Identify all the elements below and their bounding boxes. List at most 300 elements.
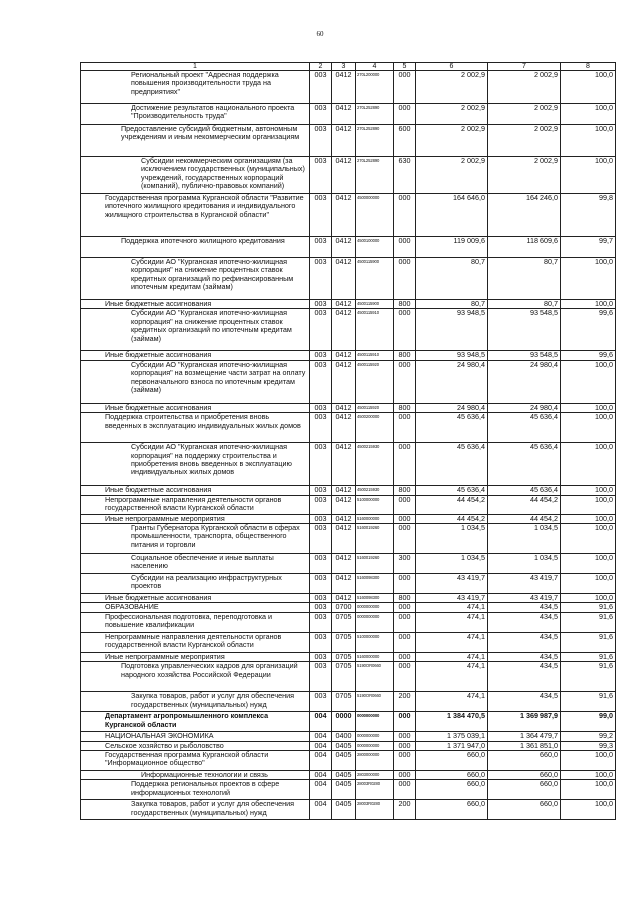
table-row: [81, 300, 616, 309]
grbs-code: 003: [310, 258, 332, 300]
expense-type-code: 000: [394, 574, 416, 594]
execution-percent: 100,0: [561, 125, 616, 157]
execution-percent: 91,6: [561, 692, 616, 712]
section-code: 0412: [332, 194, 356, 237]
execution-percent: 100,0: [561, 157, 616, 194]
grbs-code: 003: [310, 71, 332, 104]
execution-percent: 100,0: [561, 751, 616, 771]
target-article-code: 5190OR0660: [356, 692, 394, 712]
section-code: 0412: [332, 258, 356, 300]
target-article-code: 0000000000: [356, 603, 394, 612]
section-code: 0412: [332, 351, 356, 360]
target-article-code: 2800000000: [356, 751, 394, 771]
section-code: 0405: [332, 751, 356, 771]
column-header: 7: [488, 63, 561, 71]
execution-percent: 99,7: [561, 237, 616, 258]
grbs-code: 003: [310, 413, 332, 443]
row-name: Социальное обеспечение и иные выплаты населению: [81, 554, 310, 574]
target-article-code: 0000000000: [356, 712, 394, 732]
executed-amount: 660,0: [488, 751, 561, 771]
target-article-code: 0000000000: [356, 732, 394, 741]
grbs-code: 003: [310, 662, 332, 692]
target-article-code: 0000000000: [356, 741, 394, 750]
table-row: [81, 692, 616, 712]
execution-percent: 100,0: [561, 554, 616, 574]
expense-type-code: 000: [394, 514, 416, 523]
row-name: Иные бюджетные ассигнования: [81, 403, 310, 412]
expense-type-code: 800: [394, 594, 416, 603]
column-header: 2: [310, 63, 332, 71]
table-row: [81, 612, 616, 632]
budget-table: [80, 62, 616, 820]
section-code: 0412: [332, 524, 356, 554]
grbs-code: 003: [310, 632, 332, 652]
execution-percent: 100,0: [561, 413, 616, 443]
expense-type-code: 000: [394, 751, 416, 771]
executed-amount: 1 369 987,9: [488, 712, 561, 732]
executed-amount: 2 002,9: [488, 104, 561, 125]
section-code: 0412: [332, 237, 356, 258]
execution-percent: 100,0: [561, 771, 616, 780]
grbs-code: 004: [310, 771, 332, 780]
section-code: 0412: [332, 157, 356, 194]
execution-percent: 100,0: [561, 258, 616, 300]
column-header: 1: [81, 63, 310, 71]
row-name: Информационные технологии и связь: [81, 771, 310, 780]
row-name: Поддержка ипотечного жилищного кредитования: [81, 237, 310, 258]
execution-percent: 91,6: [561, 662, 616, 692]
execution-percent: 100,0: [561, 360, 616, 403]
planned-amount: 43 419,7: [416, 594, 488, 603]
executed-amount: 434,5: [488, 612, 561, 632]
executed-amount: 93 548,5: [488, 309, 561, 351]
executed-amount: 43 419,7: [488, 594, 561, 603]
target-article-code: 270L252890: [356, 157, 394, 194]
expense-type-code: 000: [394, 662, 416, 692]
expense-type-code: 800: [394, 486, 416, 495]
section-code: 0412: [332, 594, 356, 603]
execution-percent: 99,0: [561, 712, 616, 732]
expense-type-code: 000: [394, 632, 416, 652]
section-code: 0705: [332, 652, 356, 661]
planned-amount: 1 034,5: [416, 554, 488, 574]
table-row: [81, 594, 616, 603]
planned-amount: 93 948,5: [416, 351, 488, 360]
target-article-code: 270L252890: [356, 125, 394, 157]
expense-type-code: 000: [394, 104, 416, 125]
expense-type-code: 000: [394, 71, 416, 104]
grbs-code: 003: [310, 360, 332, 403]
expense-type-code: 000: [394, 524, 416, 554]
grbs-code: 004: [310, 800, 332, 820]
section-code: 0705: [332, 612, 356, 632]
table-row: [81, 800, 616, 820]
executed-amount: 434,5: [488, 662, 561, 692]
section-code: 0412: [332, 300, 356, 309]
section-code: 0412: [332, 71, 356, 104]
executed-amount: 434,5: [488, 652, 561, 661]
execution-percent: 100,0: [561, 486, 616, 495]
planned-amount: 44 454,2: [416, 495, 488, 514]
planned-amount: 2 002,9: [416, 104, 488, 125]
section-code: 0412: [332, 360, 356, 403]
section-code: 0412: [332, 104, 356, 125]
grbs-code: 003: [310, 351, 332, 360]
target-article-code: 5100000000: [356, 632, 394, 652]
table-row: [81, 258, 616, 300]
column-header: 6: [416, 63, 488, 71]
row-name: Иные непрограммные мероприятия: [81, 652, 310, 661]
table-row: [81, 71, 616, 104]
row-name: Субсидии АО "Курганская ипотечно-жилищная корпорация" на снижение процентных ставок кредитных организаций по рефинансированным ипотечным кредитам (займам): [81, 258, 310, 300]
planned-amount: 1 384 470,5: [416, 712, 488, 732]
execution-percent: 99,6: [561, 309, 616, 351]
section-code: 0705: [332, 632, 356, 652]
planned-amount: 24 980,4: [416, 403, 488, 412]
grbs-code: 003: [310, 554, 332, 574]
planned-amount: 474,1: [416, 652, 488, 661]
executed-amount: 118 609,6: [488, 237, 561, 258]
execution-percent: 100,0: [561, 574, 616, 594]
planned-amount: 474,1: [416, 632, 488, 652]
table-row: [81, 309, 616, 351]
execution-percent: 100,0: [561, 800, 616, 820]
grbs-code: 003: [310, 495, 332, 514]
planned-amount: 45 636,4: [416, 443, 488, 486]
row-name: Гранты Губернатора Курганской области в сферах промышленности, транспорта, общественного питания и торговли: [81, 524, 310, 554]
target-article-code: 4500100000: [356, 237, 394, 258]
execution-percent: 100,0: [561, 524, 616, 554]
target-article-code: 4500215930: [356, 486, 394, 495]
planned-amount: 474,1: [416, 692, 488, 712]
planned-amount: 43 419,7: [416, 574, 488, 594]
grbs-code: 003: [310, 300, 332, 309]
column-header: 3: [332, 63, 356, 71]
target-article-code: 4500115910: [356, 309, 394, 351]
expense-type-code: 800: [394, 351, 416, 360]
table-row: [81, 125, 616, 157]
expense-type-code: 300: [394, 554, 416, 574]
section-code: 0412: [332, 125, 356, 157]
grbs-code: 003: [310, 104, 332, 125]
execution-percent: 100,0: [561, 443, 616, 486]
planned-amount: 164 646,0: [416, 194, 488, 237]
execution-percent: 99,2: [561, 732, 616, 741]
target-article-code: 5160098300: [356, 594, 394, 603]
row-name: Поддержка строительства и приобретения вновь введенных в эксплуатацию индивидуальных жилых домов: [81, 413, 310, 443]
planned-amount: 2 002,9: [416, 71, 488, 104]
executed-amount: 24 980,4: [488, 360, 561, 403]
expense-type-code: 800: [394, 403, 416, 412]
executed-amount: 45 636,4: [488, 486, 561, 495]
executed-amount: 2 002,9: [488, 71, 561, 104]
target-article-code: 5190OR0660: [356, 662, 394, 692]
section-code: 0000: [332, 712, 356, 732]
expense-type-code: 000: [394, 771, 416, 780]
section-code: 0705: [332, 662, 356, 692]
grbs-code: 004: [310, 751, 332, 771]
row-name: Поддержка региональных проектов в сфере информационных технологий: [81, 780, 310, 800]
expense-type-code: 000: [394, 309, 416, 351]
row-name: Иные бюджетные ассигнования: [81, 486, 310, 495]
executed-amount: 24 980,4: [488, 403, 561, 412]
execution-percent: 100,0: [561, 300, 616, 309]
expense-type-code: 000: [394, 603, 416, 612]
grbs-code: 003: [310, 194, 332, 237]
table-row: [81, 603, 616, 612]
expense-type-code: 000: [394, 194, 416, 237]
expense-type-code: 000: [394, 652, 416, 661]
planned-amount: 80,7: [416, 300, 488, 309]
planned-amount: 660,0: [416, 771, 488, 780]
row-name: Субсидии АО "Курганская ипотечно-жилищная корпорация" на возмещение части затрат на оплату первоначального взноса по ипотечным кредитам (займам): [81, 360, 310, 403]
grbs-code: 003: [310, 524, 332, 554]
table-row: [81, 413, 616, 443]
table-row: [81, 632, 616, 652]
executed-amount: 80,7: [488, 258, 561, 300]
planned-amount: 660,0: [416, 751, 488, 771]
table-row: [81, 443, 616, 486]
execution-percent: 91,6: [561, 603, 616, 612]
grbs-code: 004: [310, 732, 332, 741]
planned-amount: 44 454,2: [416, 514, 488, 523]
expense-type-code: 000: [394, 495, 416, 514]
table-row: [81, 780, 616, 800]
target-article-code: 2803000000: [356, 771, 394, 780]
execution-percent: 91,6: [561, 612, 616, 632]
column-number-row: [81, 63, 616, 71]
grbs-code: 004: [310, 712, 332, 732]
table-row: [81, 360, 616, 403]
grbs-code: 004: [310, 741, 332, 750]
section-code: 0412: [332, 403, 356, 412]
expense-type-code: 000: [394, 237, 416, 258]
target-article-code: 4500115900: [356, 300, 394, 309]
target-article-code: 270L252890: [356, 104, 394, 125]
row-name: Иные бюджетные ассигнования: [81, 594, 310, 603]
planned-amount: 474,1: [416, 603, 488, 612]
grbs-code: 003: [310, 692, 332, 712]
target-article-code: 5160019260: [356, 524, 394, 554]
section-code: 0405: [332, 741, 356, 750]
table-row: [81, 157, 616, 194]
column-header: 5: [394, 63, 416, 71]
row-name: Подготовка управленческих кадров для организаций народного хозяйства Российской Федерации: [81, 662, 310, 692]
execution-percent: 99,3: [561, 741, 616, 750]
execution-percent: 100,0: [561, 71, 616, 104]
expense-type-code: 000: [394, 258, 416, 300]
executed-amount: 434,5: [488, 692, 561, 712]
target-article-code: 4500115910: [356, 351, 394, 360]
row-name: Предоставление субсидий бюджетным, автономным учреждениям и иным некоммерческим организациям: [81, 125, 310, 157]
row-name: НАЦИОНАЛЬНАЯ ЭКОНОМИКА: [81, 732, 310, 741]
grbs-code: 003: [310, 486, 332, 495]
section-code: 0405: [332, 780, 356, 800]
planned-amount: 93 948,5: [416, 309, 488, 351]
row-name: Государственная программа Курганской области "Развитие ипотечного жилищного кредитования и индивидуального жилищного строительства в Курганской области": [81, 194, 310, 237]
execution-percent: 100,0: [561, 403, 616, 412]
row-name: Иные непрограммные мероприятия: [81, 514, 310, 523]
table-row: [81, 524, 616, 554]
section-code: 0412: [332, 495, 356, 514]
section-code: 0412: [332, 486, 356, 495]
planned-amount: 45 636,4: [416, 413, 488, 443]
section-code: 0412: [332, 554, 356, 574]
grbs-code: 003: [310, 603, 332, 612]
executed-amount: 44 454,2: [488, 514, 561, 523]
target-article-code: 5160098300: [356, 574, 394, 594]
executed-amount: 660,0: [488, 780, 561, 800]
table-row: [81, 652, 616, 661]
executed-amount: 45 636,4: [488, 443, 561, 486]
page-number: 60: [316, 30, 324, 38]
expense-type-code: 000: [394, 360, 416, 403]
executed-amount: 44 454,2: [488, 495, 561, 514]
grbs-code: 003: [310, 125, 332, 157]
executed-amount: 434,5: [488, 603, 561, 612]
executed-amount: 43 419,7: [488, 574, 561, 594]
section-code: 0400: [332, 732, 356, 741]
grbs-code: 003: [310, 403, 332, 412]
expense-type-code: 000: [394, 712, 416, 732]
executed-amount: 434,5: [488, 632, 561, 652]
grbs-code: 003: [310, 514, 332, 523]
planned-amount: 1 375 039,1: [416, 732, 488, 741]
target-article-code: 4500115900: [356, 258, 394, 300]
execution-percent: 100,0: [561, 104, 616, 125]
expense-type-code: 800: [394, 300, 416, 309]
target-article-code: 4500200000: [356, 413, 394, 443]
table-row: [81, 194, 616, 237]
target-article-code: 5100000000: [356, 495, 394, 514]
executed-amount: 2 002,9: [488, 157, 561, 194]
row-name: ОБРАЗОВАНИЕ: [81, 603, 310, 612]
planned-amount: 24 980,4: [416, 360, 488, 403]
table-row: [81, 751, 616, 771]
row-name: Государственная программа Курганской области "Информационное общество": [81, 751, 310, 771]
grbs-code: 003: [310, 237, 332, 258]
table-row: [81, 351, 616, 360]
expense-type-code: 000: [394, 413, 416, 443]
target-article-code: 0000000000: [356, 612, 394, 632]
table-row: [81, 237, 616, 258]
execution-percent: 91,6: [561, 632, 616, 652]
grbs-code: 003: [310, 574, 332, 594]
expense-type-code: 200: [394, 800, 416, 820]
grbs-code: 003: [310, 443, 332, 486]
row-name: Закупка товаров, работ и услуг для обеспечения государственных (муниципальных) нужд: [81, 800, 310, 820]
row-name: Закупка товаров, работ и услуг для обеспечения государственных (муниципальных) нужд: [81, 692, 310, 712]
table-row: [81, 712, 616, 732]
row-name: Иные бюджетные ассигнования: [81, 351, 310, 360]
section-code: 0405: [332, 800, 356, 820]
execution-percent: 91,6: [561, 652, 616, 661]
target-article-code: 5160019260: [356, 554, 394, 574]
planned-amount: 660,0: [416, 800, 488, 820]
grbs-code: 003: [310, 309, 332, 351]
section-code: 0405: [332, 771, 356, 780]
execution-percent: 100,0: [561, 780, 616, 800]
execution-percent: 100,0: [561, 495, 616, 514]
row-name: Субсидии АО "Курганская ипотечно-жилищная корпорация" на снижение процентных ставок кредитных организаций по ипотечным кредитам (займам): [81, 309, 310, 351]
planned-amount: 660,0: [416, 780, 488, 800]
section-code: 0705: [332, 692, 356, 712]
table-row: [81, 403, 616, 412]
expense-type-code: 000: [394, 780, 416, 800]
expense-type-code: 000: [394, 612, 416, 632]
table-row: [81, 741, 616, 750]
row-name: Непрограммные направления деятельности органов государственной власти Курганской области: [81, 495, 310, 514]
grbs-code: 003: [310, 594, 332, 603]
target-article-code: 5160000000: [356, 652, 394, 661]
expense-type-code: 000: [394, 732, 416, 741]
planned-amount: 80,7: [416, 258, 488, 300]
table-row: [81, 554, 616, 574]
grbs-code: 003: [310, 157, 332, 194]
row-name: Субсидии на реализацию инфраструктурных проектов: [81, 574, 310, 594]
section-code: 0412: [332, 574, 356, 594]
table-row: [81, 104, 616, 125]
grbs-code: 004: [310, 780, 332, 800]
planned-amount: 2 002,9: [416, 157, 488, 194]
section-code: 0700: [332, 603, 356, 612]
table-row: [81, 514, 616, 523]
executed-amount: 45 636,4: [488, 413, 561, 443]
target-article-code: 4500115920: [356, 403, 394, 412]
executed-amount: 80,7: [488, 300, 561, 309]
planned-amount: 474,1: [416, 612, 488, 632]
planned-amount: 1 034,5: [416, 524, 488, 554]
execution-percent: 100,0: [561, 594, 616, 603]
table-row: [81, 486, 616, 495]
executed-amount: 1 034,5: [488, 554, 561, 574]
table-row: [81, 662, 616, 692]
section-code: 0412: [332, 514, 356, 523]
table-row: [81, 495, 616, 514]
expense-type-code: 000: [394, 443, 416, 486]
table-row: [81, 574, 616, 594]
section-code: 0412: [332, 443, 356, 486]
section-code: 0412: [332, 413, 356, 443]
planned-amount: 474,1: [416, 662, 488, 692]
grbs-code: 003: [310, 612, 332, 632]
target-article-code: 270L200000: [356, 71, 394, 104]
row-name: Департамент агропромышленного комплекса Курганской области: [81, 712, 310, 732]
target-article-code: 28003R0280: [356, 800, 394, 820]
planned-amount: 2 002,9: [416, 125, 488, 157]
table-row: [81, 771, 616, 780]
row-name: Субсидии АО "Курганская ипотечно-жилищная корпорация" на поддержку строительства и приобретения вновь введенных в эксплуатацию индивидуальных жилых домов: [81, 443, 310, 486]
row-name: Непрограммные направления деятельности органов государственной власти Курганской области: [81, 632, 310, 652]
grbs-code: 003: [310, 652, 332, 661]
executed-amount: 1 034,5: [488, 524, 561, 554]
column-header: 8: [561, 63, 616, 71]
row-name: Достижение результатов национального проекта "Производительность труда": [81, 104, 310, 125]
expense-type-code: 630: [394, 157, 416, 194]
target-article-code: 4500215930: [356, 443, 394, 486]
row-name: Региональный проект "Адресная поддержка повышения производительности труда на предприятиях": [81, 71, 310, 104]
executed-amount: 2 002,9: [488, 125, 561, 157]
row-name: Иные бюджетные ассигнования: [81, 300, 310, 309]
executed-amount: 164 246,0: [488, 194, 561, 237]
executed-amount: 660,0: [488, 800, 561, 820]
execution-percent: 100,0: [561, 514, 616, 523]
expense-type-code: 200: [394, 692, 416, 712]
target-article-code: 28003R0280: [356, 780, 394, 800]
planned-amount: 45 636,4: [416, 486, 488, 495]
executed-amount: 660,0: [488, 771, 561, 780]
row-name: Сельское хозяйство и рыболовство: [81, 741, 310, 750]
